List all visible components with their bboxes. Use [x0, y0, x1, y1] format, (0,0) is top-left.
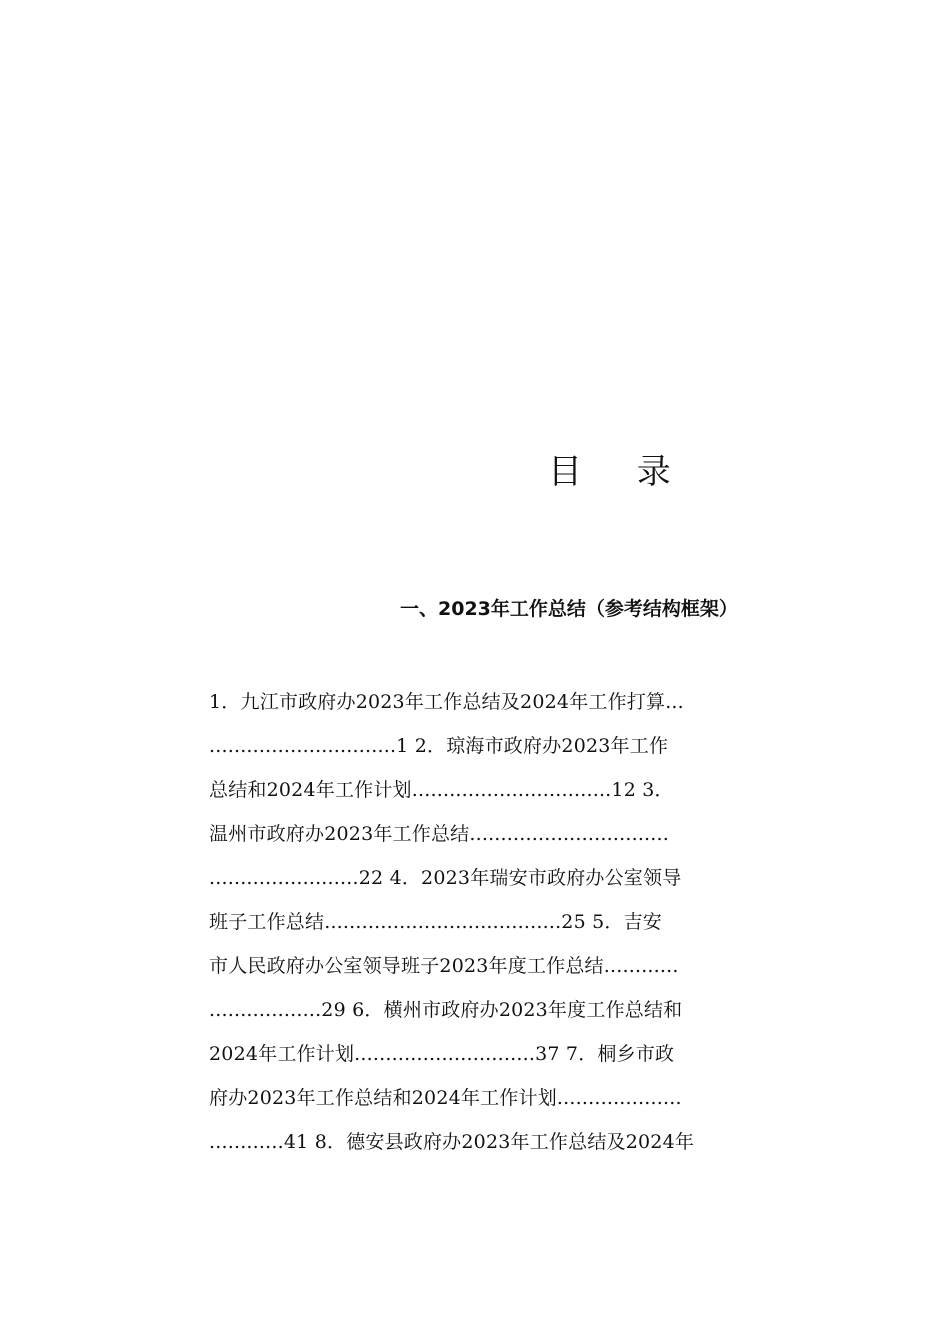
toc-line: ..............................1 2．琼海市政府办2023年工作 [209, 735, 669, 757]
toc-line: ..................29 6．横州市政府办2023年度工作总结和 [209, 999, 683, 1021]
toc-list [209, 680, 749, 1164]
toc-line: 班子工作总结......................................25 5．吉安 [209, 911, 663, 933]
toc-line: 府办2023年工作总结和2024年工作计划.................... [209, 1087, 682, 1109]
toc-line: 1．九江市政府办2023年工作总结及2024年工作打算... [209, 691, 684, 713]
toc-line: 总结和2024年工作计划................................12 3． [209, 779, 674, 801]
toc-line: ........................22 4．2023年瑞安市政府办公室领导 [209, 867, 682, 889]
toc-line: 市人民政府办公室领导班子2023年度工作总结............ [209, 955, 679, 977]
toc-line: 2024年工作计划.............................37 7．桐乡市政 [209, 1043, 675, 1065]
toc-title: 目 录 [548, 452, 693, 492]
section-heading: 一、2023年工作总结（参考结构框架） [400, 598, 738, 620]
toc-line: 温州市政府办2023年工作总结................................ [209, 823, 670, 845]
toc-line: ............41 8．德安县政府办2023年工作总结及2024年 [209, 1131, 695, 1153]
